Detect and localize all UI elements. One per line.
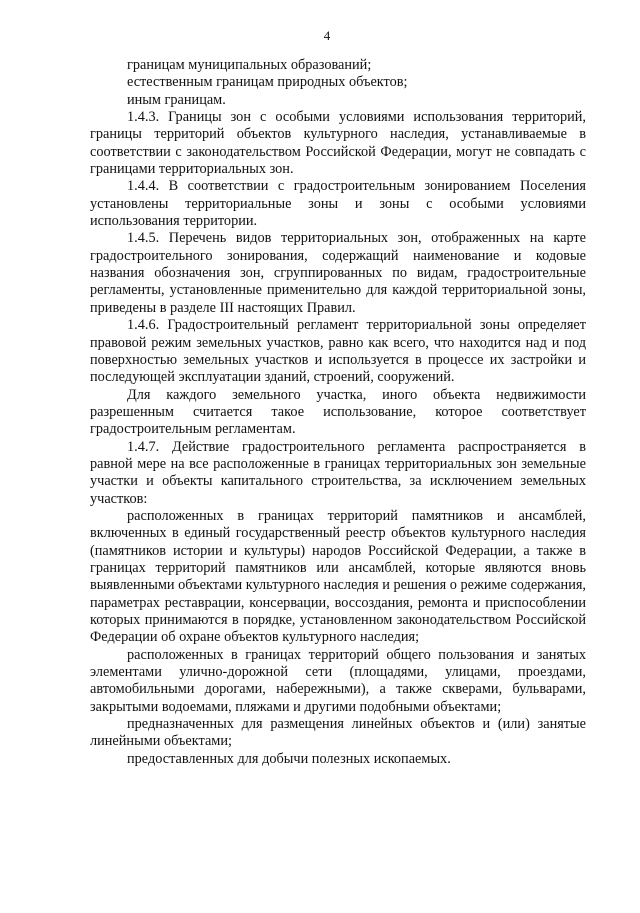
paragraph-1-4-5: 1.4.5. Перечень видов территориальных зон, отображенных на карте градостроительного зонирования, содержащий наименование и кодовые названия обозначения зон, сгруппированных по видам, градостроительные регламенты, установленные применительно для каждой территориальной зоны, приведены в разделе III настоящих Правил.: [90, 230, 586, 316]
document-body: [90, 57, 586, 768]
paragraph-linear-objects: предназначенных для размещения линейных объектов и (или) занятые линейными объектами;: [90, 716, 586, 750]
paragraph-public-territories: расположенных в границах территорий общего пользования и занятых элементами улично-дорожной сети (площадями, улицами, проездами, автомобильными дорогами, набережными), а также скверами, бульварами, закрытыми водоемами, пляжами и другими подобными объектами;: [90, 646, 586, 715]
paragraph-1-4-3: 1.4.3. Границы зон с особыми условиями использования территорий, границы территорий объектов культурного наследия, устанавливаемые в соответствии с законодательством Российской Федерации, могут не совпадать с границами территориальных зон.: [90, 109, 586, 178]
paragraph-heritage-sites: расположенных в границах территорий памятников и ансамблей, включенных в единый государственный реестр объектов культурного наследия (памятников истории и культуры) народов Российской Федерации, а также в границах территорий памятников или ансамблей, которые являются вновь выявленными объектами культурного наследия и решения о режиме содержания, параметрах реставрации, консервации, воссоздания, ремонта и приспособлении которых принимаются в порядке, установленном законодательством Российской Федерации об охране объектов культурного наследия;: [90, 507, 586, 646]
paragraph-municipal-borders: границам муниципальных образований;: [127, 57, 372, 73]
page-number: 4: [323, 28, 331, 43]
paragraph-1-4-4: 1.4.4. В соответствии с градостроительным зонированием Поселения установлены территориальные зоны и зоны с особыми условиями использования территории.: [90, 178, 586, 230]
paragraph-mineral-extraction: предоставленных для добычи полезных ископаемых.: [127, 750, 451, 767]
paragraph-natural-borders: естественным границам природных объектов;: [127, 74, 408, 91]
paragraph-1-4-6: 1.4.6. Градостроительный регламент территориальной зоны определяет правовой режим земельных участков, равно как всего, что находится над и под поверхностью земельных участков и используется в процессе их застройки и последующей эксплуатации зданий, строений, сооружений.: [90, 317, 586, 386]
paragraph-other-borders: иным границам.: [127, 91, 226, 108]
paragraph-1-4-7: 1.4.7. Действие градостроительного регламента распространяется в равной мере на все расположенные в границах территориальных зон земельные участки и объекты капитального строительства, за исключением земельных участков:: [90, 438, 586, 507]
paragraph-permitted-use: Для каждого земельного участка, иного объекта недвижимости разрешенным считается такое использование, которое соответствует градостроительным регламентам.: [90, 386, 586, 438]
